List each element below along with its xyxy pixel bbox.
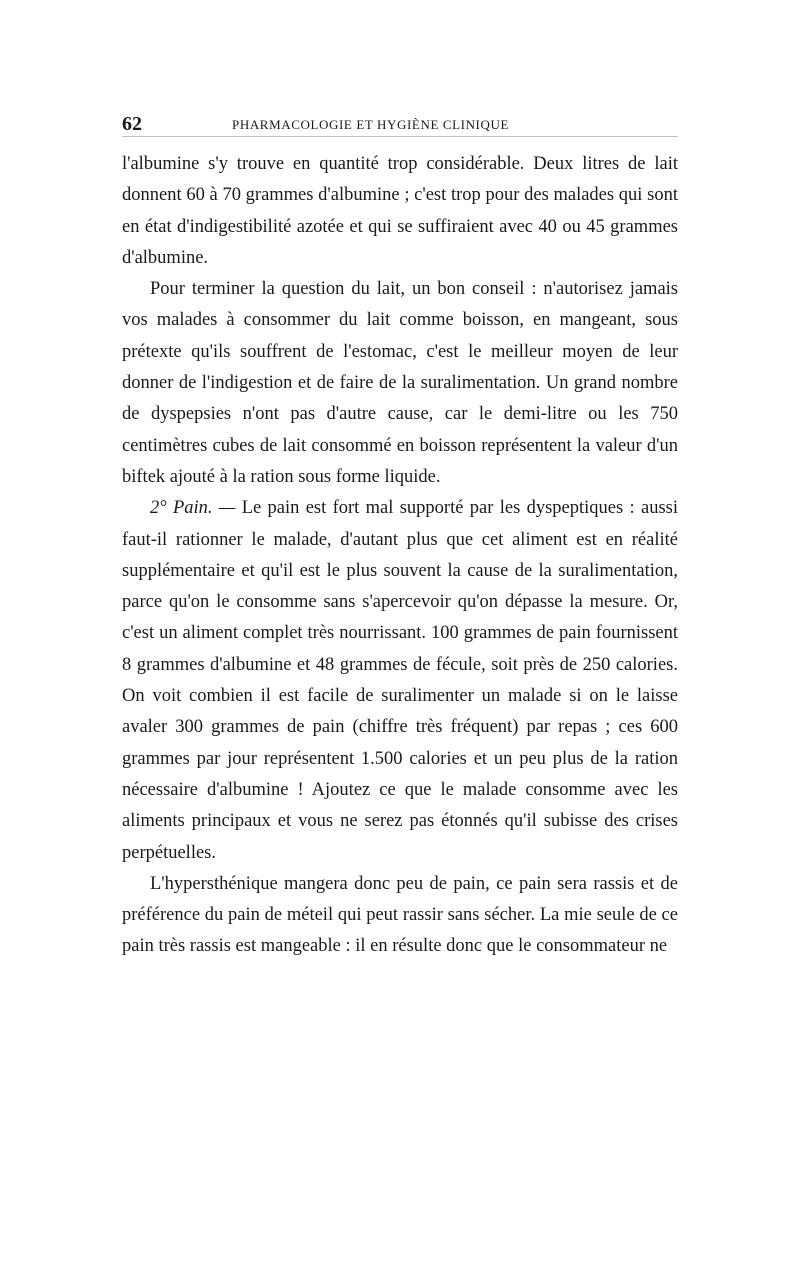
running-title: PHARMACOLOGIE ET HYGIÈNE CLINIQUE bbox=[232, 117, 510, 132]
paragraph-text: Le pain est fort mal supporté par les dyspeptiques : aussi faut-il rationner le malade, d'autant plus que cet aliment est en réalité supplémentaire et qu'il est le plus souvent la cause de la suralimentation, parce qu'on le consomme sans s'apercevoir qu'on dépasse la mesure. Or, c'est un aliment complet très nourrissant. 100 grammes de pain fournissent 8 grammes d'albumine et 48 grammes de fécule, soit près de 250 calories. On voit combien il est facile de suralimenter un malade si on le laisse avaler 300 grammes de pain (chiffre très fréquent) par repas ; ces 600 grammes par jour représentent 1.500 calories et un peu plus de la ration nécessaire d'albumine ! Ajoutez ce que le malade consomme avec les aliments principaux et vous ne serez pas étonnés qu'il subisse des crises perpétuelles. bbox=[122, 498, 679, 863]
paragraph-text: L'hypersthénique mangera donc peu de pain, ce pain sera rassis et de préférence du pain de méteil qui peut rassir sans sécher. La mie seule de ce pain très rassis est mangeable : il en résulte donc que le consommateur ne bbox=[122, 873, 678, 957]
running-head bbox=[122, 112, 678, 137]
paragraph-albumine bbox=[122, 149, 678, 274]
paragraph-pain bbox=[122, 493, 678, 869]
paragraph-hypersthenique bbox=[122, 869, 678, 963]
section-label: 2° Pain. — bbox=[150, 498, 236, 519]
book-page bbox=[122, 112, 678, 963]
page-number: 62 bbox=[122, 113, 142, 135]
paragraph-text: l'albumine s'y trouve en quantité trop considérable. Deux litres de lait donnent 60 à 70 grammes d'albumine ; c'est trop pour des malades qui sont en état d'indigestibilité azotée et qui se suffiraient avec 40 ou 45 grammes d'albumine. bbox=[122, 154, 678, 268]
paragraph-text: Pour terminer la question du lait, un bon conseil : n'autorisez jamais vos malades à consommer du lait comme boisson, en mangeant, sous prétexte qu'ils souffrent de l'estomac, c'est le meilleur moyen de leur donner de l'indigestion et de faire de la suralimentation. Un grand nombre de dyspepsies n'ont pas d'autre cause, car le demi-litre ou les 750 centimètres cubes de lait consommé en boisson représentent la valeur d'un biftek ajouté à la ration sous forme liquide. bbox=[122, 279, 678, 487]
paragraph-lait-conseil bbox=[122, 274, 678, 493]
